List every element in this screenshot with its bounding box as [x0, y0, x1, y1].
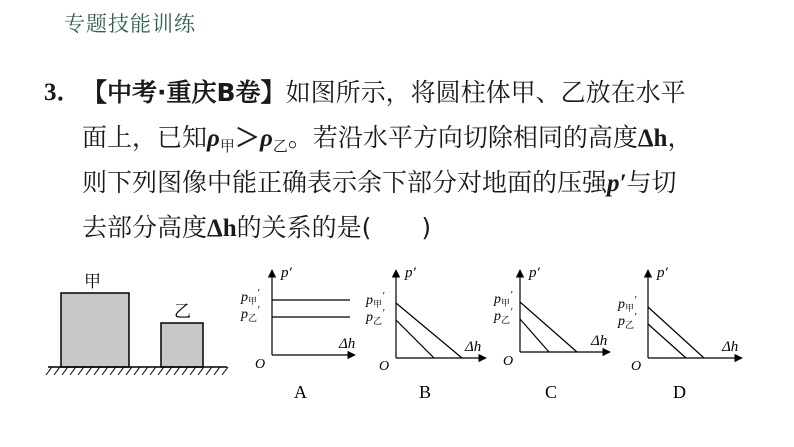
x-axis-label: Δh [591, 333, 608, 349]
y-axis-label: p′ [405, 265, 416, 281]
line-jia [648, 307, 704, 358]
delta-h: Δh [637, 125, 668, 152]
p-yi-label: $p_乙'$ [366, 307, 385, 327]
y-axis-label: p′ [657, 265, 668, 281]
origin-label: O [379, 359, 390, 374]
header-title: 专题技能训练 [64, 12, 196, 36]
graph-d [617, 265, 742, 402]
line-yi [396, 320, 434, 358]
x-axis-label: Δh [465, 339, 482, 355]
question-text-1: 如图所示，将圆柱体甲、乙放在水平 [285, 78, 686, 107]
option-a-label: A [294, 382, 307, 402]
rho-symbol: ρ [207, 125, 220, 152]
p-jia-label: $p_甲'$ [618, 294, 637, 314]
x-axis-label: Δh [339, 336, 356, 352]
line-yi [648, 324, 686, 358]
question-source: 【中考·重庆B卷】 [82, 78, 286, 107]
delta-h: Δh [207, 215, 237, 242]
cylinder-yi-label: 乙 [174, 302, 191, 322]
question-line-3: 则下列图像中能正确表示余下部分对地面的压强p′与切 [82, 168, 677, 197]
graph-c [493, 265, 610, 402]
y-axis-label: p′ [529, 265, 540, 281]
option-d-label: D [673, 382, 686, 402]
option-c-label: C [545, 382, 558, 402]
slide-header [0, 0, 794, 40]
figure [0, 255, 794, 447]
question-line-2: 面上，已知$\rho_甲>\rho_乙$。若沿水平方向切除相同的高度Δh， [82, 123, 693, 155]
cylinder-jia-label: 甲 [84, 272, 101, 292]
p-jia-label: $p_甲'$ [241, 287, 260, 307]
question-block [44, 70, 764, 250]
line-jia [520, 302, 577, 352]
origin-label: O [503, 354, 514, 369]
cylinder-yi [161, 323, 203, 367]
ground-hatch [46, 367, 228, 375]
question-line-4: 去部分高度Δh的关系的是( ) [82, 213, 432, 242]
question-line-1 [44, 70, 764, 115]
rho-symbol: ρ [259, 125, 273, 152]
origin-label: O [255, 357, 266, 372]
p-jia-label: $p_甲'$ [366, 290, 385, 310]
p-yi-label: $p_乙'$ [241, 304, 260, 324]
p-prime: p′ [607, 170, 627, 197]
x-axis-label: Δh [722, 339, 739, 355]
p-jia-label: $p_甲'$ [494, 289, 513, 309]
option-b-label: B [419, 382, 432, 402]
question-number: 3． [44, 79, 82, 106]
cylinders-diagram [46, 272, 228, 375]
p-yi-label: $p_乙'$ [618, 311, 637, 331]
y-axis-label: p′ [281, 265, 292, 281]
graph-a [240, 265, 355, 402]
graph-b [365, 265, 486, 402]
cylinder-jia [61, 293, 129, 367]
p-yi-label: $p_乙'$ [494, 306, 513, 326]
origin-label: O [631, 359, 642, 374]
